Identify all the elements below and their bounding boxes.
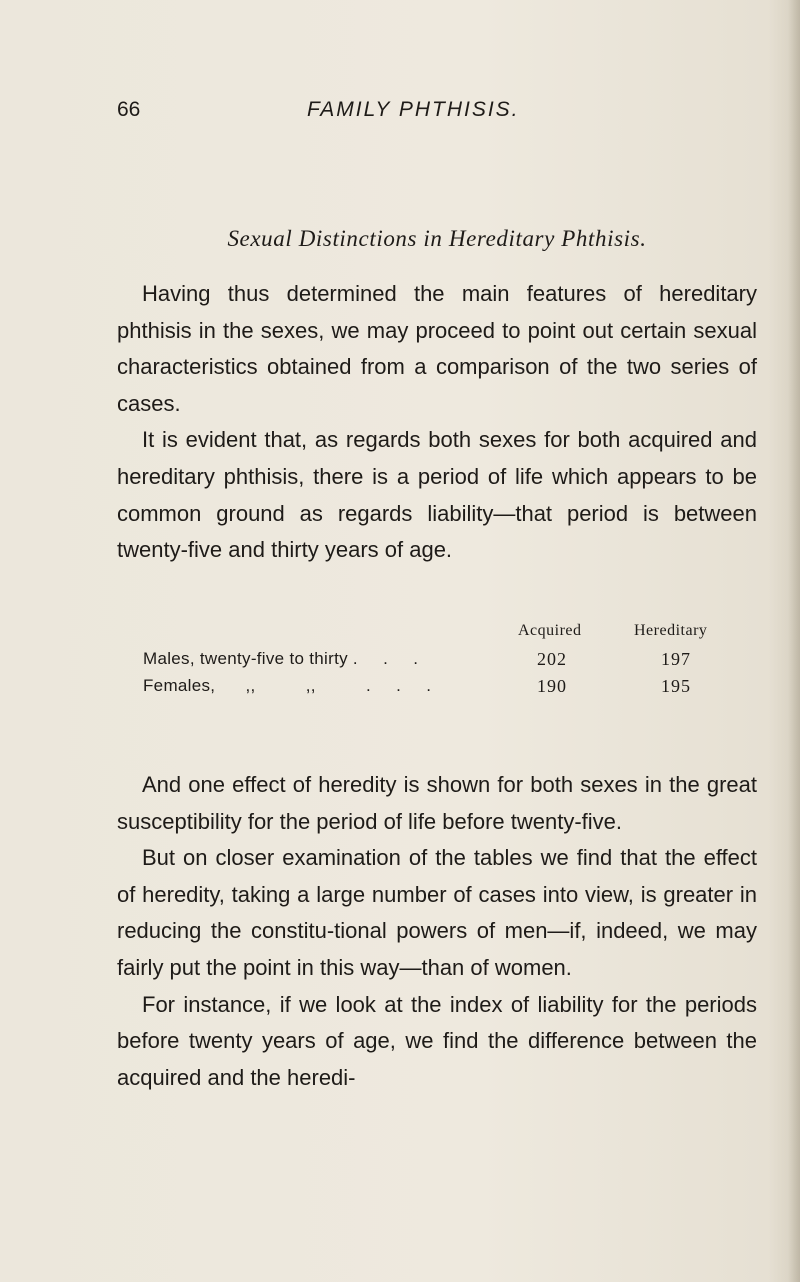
row-label-females: Females, ,, ,, . . . xyxy=(143,676,432,695)
paragraph: Having thus determined the main features of hereditary phthisis in the sexes, we may proceed to point out certain sexual characteristics obtained from a comparison of the two series of cases. xyxy=(117,281,757,416)
row-label-males: Males, twenty-five to thirty . . . xyxy=(143,649,419,668)
page-edge-shadow xyxy=(788,0,800,1282)
page-header xyxy=(117,98,757,128)
column-header-hereditary: Hereditary xyxy=(634,622,708,639)
cell-males-hereditary: 197 xyxy=(661,649,691,669)
paragraph: For instance, if we look at the index of liability for the periods before twenty years of age, we find the difference between the acquired and the heredi- xyxy=(117,991,757,1090)
column-header-acquired: Acquired xyxy=(518,622,582,639)
cell-females-hereditary: 195 xyxy=(661,676,691,696)
paragraph: And one effect of heredity is shown for both sexes in the great susceptibility for the period of life before twenty-five. xyxy=(117,772,757,834)
paragraph: But on closer examination of the tables we find that the effect of heredity, taking a large number of cases into view, is greater in reducing the constitu-tional powers of men—if, indeed, we may fairly put the point in this way—than of women. xyxy=(117,845,757,980)
cell-males-acquired: 202 xyxy=(537,649,567,669)
text-block-before-table xyxy=(117,276,757,569)
section-heading: Sexual Distinctions in Hereditary Phthisis. xyxy=(227,226,647,251)
text-block-after-table xyxy=(117,767,757,1096)
cell-females-acquired: 190 xyxy=(537,676,567,696)
running-title: FAMILY PHTHISIS. xyxy=(307,98,520,121)
paragraph: It is evident that, as regards both sexes for both acquired and hereditary phthisis, there is a period of life which appears to be common ground as regards liability—that period is between twenty-five and thirty years of age. xyxy=(117,427,757,563)
page-number: 66 xyxy=(117,98,141,121)
